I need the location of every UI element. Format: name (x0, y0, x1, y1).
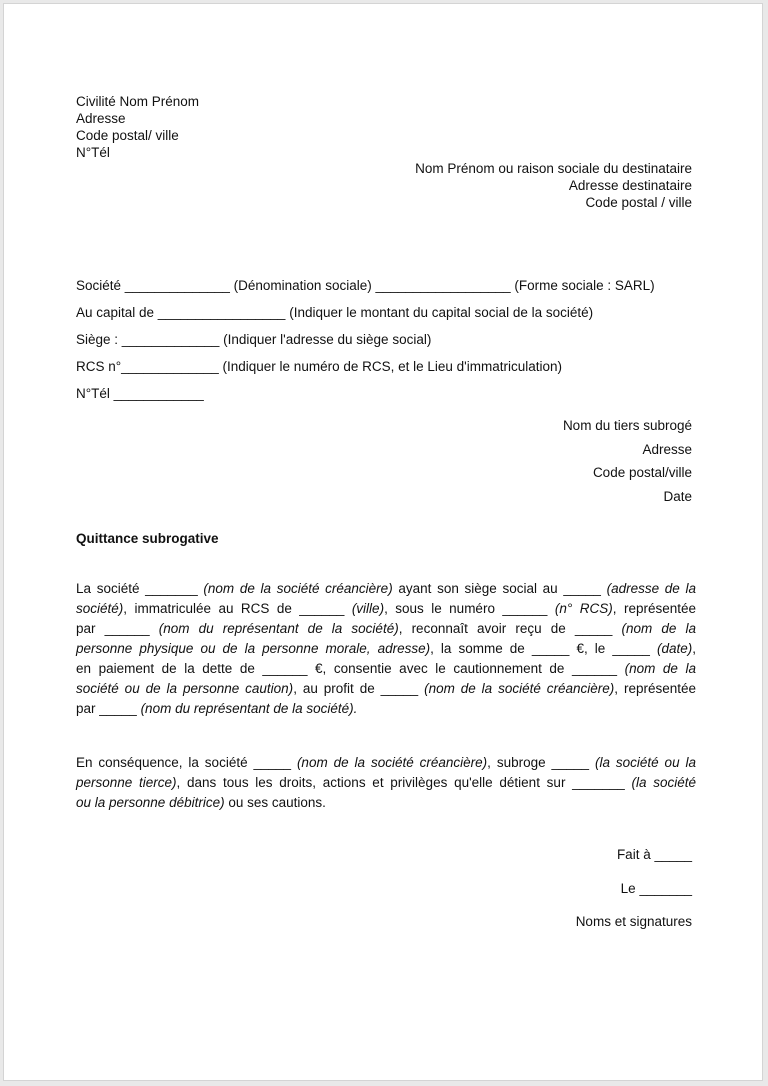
sender-name: Civilité Nom Prénom (76, 94, 200, 109)
sender-block (76, 93, 199, 161)
paragraph-line: ou la personne débitrice) ou ses cautions. (76, 795, 326, 810)
paragraph-line: société ou de la personne caution), au profit de _____ (nom de la société créancière), représentée (76, 681, 697, 696)
paragraph-quittance (76, 579, 696, 719)
recipient-block (415, 160, 692, 211)
recipient-name: Nom Prénom ou raison sociale du destinataire (415, 161, 692, 176)
paragraph-line: En conséquence, la société _____ (nom de la société créancière), subroge _____ (la société ou la (76, 755, 696, 770)
sender-address: Adresse (76, 111, 126, 126)
closing-date: Le _______ (620, 881, 692, 896)
document-title: Quittance subrogative (76, 531, 219, 546)
closing-signatures: Noms et signatures (575, 914, 692, 929)
company-rcs: RCS n°_____________ (Indiquer le numéro de RCS, et le Lieu d'immatriculation) (76, 359, 562, 374)
paragraph-consequence (76, 753, 696, 813)
company-phone: N°Tél ____________ (76, 386, 204, 401)
third-party-name: Nom du tiers subrogé (562, 418, 692, 433)
company-capital: Au capital de _________________ (Indiquer le montant du capital social de la société) (76, 305, 594, 320)
sender-phone: N°Tél (76, 145, 110, 160)
company-siege: Siège : _____________ (Indiquer l'adresse du siège social) (76, 332, 432, 347)
recipient-address: Adresse destinataire (568, 178, 692, 193)
paragraph-line: personne physique ou de la personne morale, adresse), la somme de _____ €, le _____ (date), (76, 641, 696, 656)
paragraph-line: par ______ (nom du représentant de la société), reconnaît avoir reçu de _____ (nom de la (76, 621, 696, 636)
third-party-date: Date (663, 488, 692, 504)
paragraph-line: personne tierce), dans tous les droits, actions et privilèges qu'elle détient sur _______ (la société (76, 775, 696, 790)
recipient-postal-city: Code postal / ville (585, 195, 692, 210)
paragraph-line: par _____ (nom du représentant de la société). (76, 701, 358, 716)
paragraph-line: La société _______ (nom de la société créancière) ayant son siège social au _____ (adresse de la (76, 581, 696, 596)
third-party-postal-city: Code postal/ville (592, 465, 692, 480)
company-societe: Société ______________ (Dénomination sociale) __________________ (Forme sociale : SARL) (76, 278, 655, 293)
sender-postal-city: Code postal/ ville (76, 128, 179, 143)
third-party-block (563, 414, 692, 508)
paragraph-line: société), immatriculée au RCS de ______ (ville), sous le numéro ______ (n° RCS), représentée (76, 601, 696, 616)
closing-place: Fait à _____ (616, 847, 692, 862)
document-page (3, 3, 763, 1081)
third-party-address: Adresse (642, 441, 692, 457)
paragraph-line: en paiement de la dette de ______ €, consentie avec le cautionnement de ______ (nom de la (76, 661, 696, 676)
